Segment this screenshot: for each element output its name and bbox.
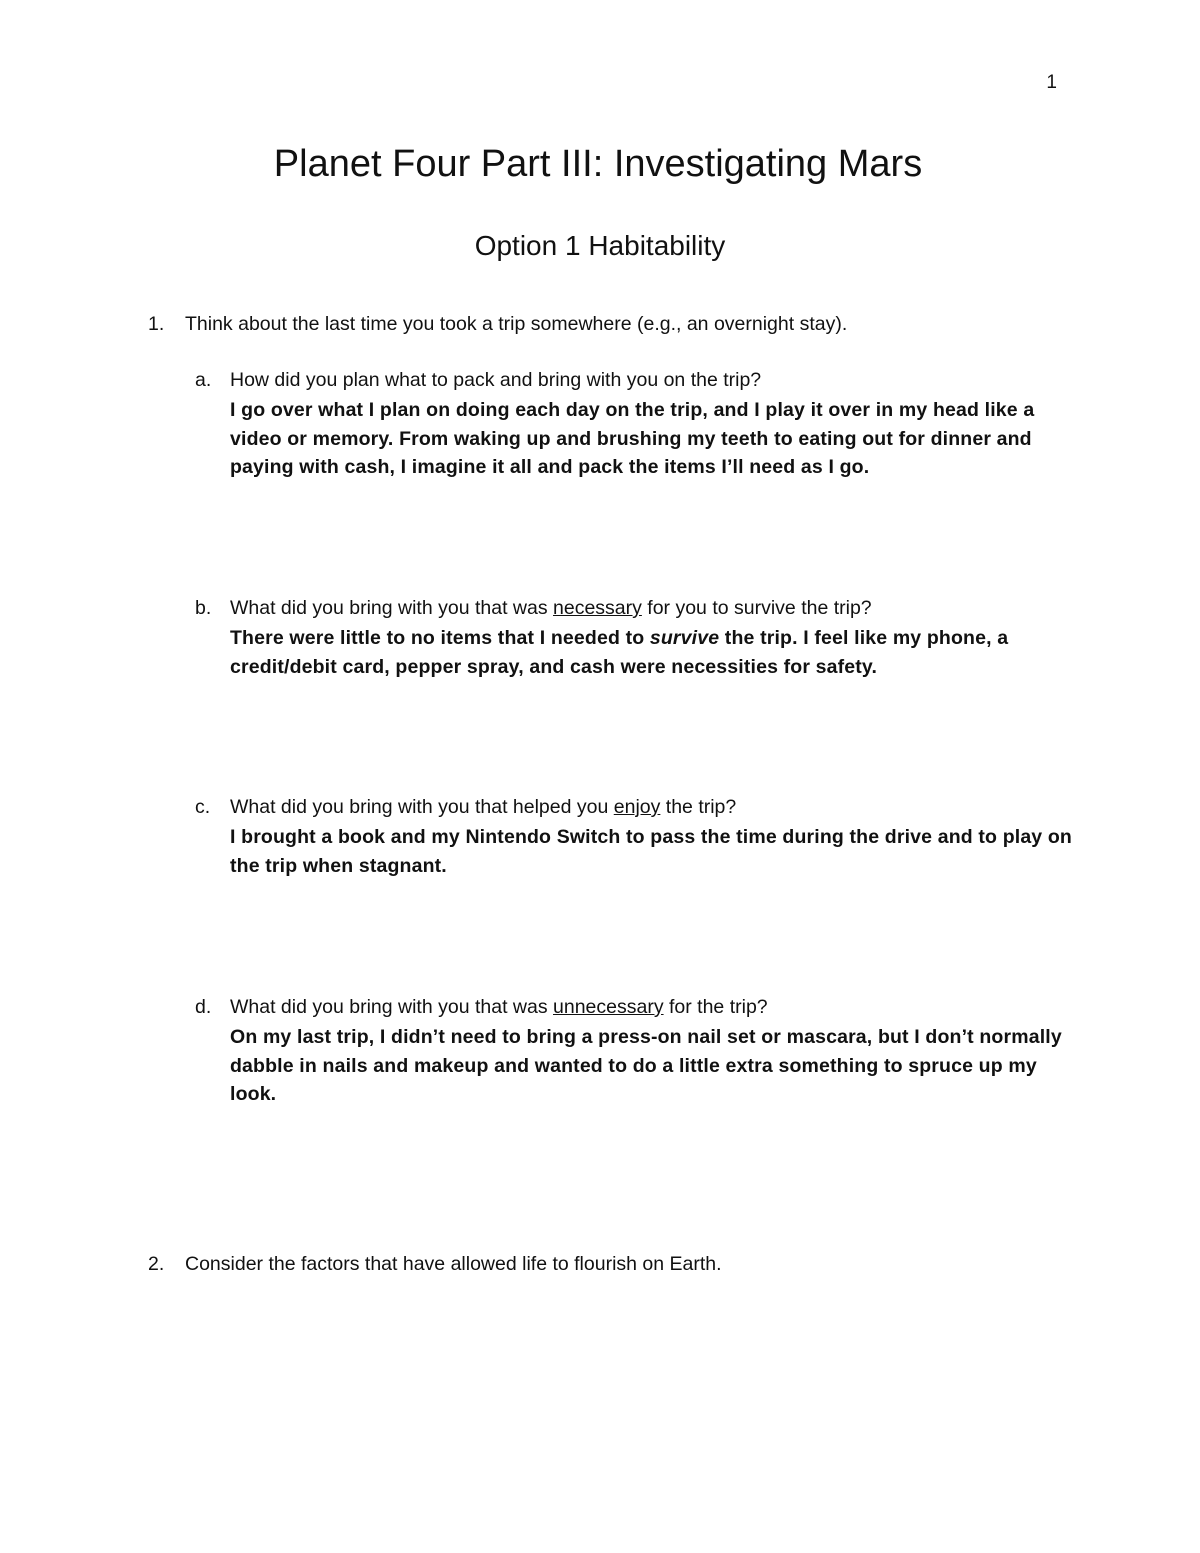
question-1a-text: How did you plan what to pack and bring with you on the trip?: [230, 369, 762, 391]
question-1c-underlined-word: enjoy: [613, 796, 661, 818]
question-1c-letter: c.: [195, 796, 211, 818]
question-1b-text-after: for you to survive the trip?: [641, 597, 872, 619]
question-2-number: 2.: [148, 1253, 165, 1275]
question-1b-letter: b.: [195, 597, 212, 619]
page-number: 1: [1046, 72, 1057, 93]
answer-1d: On my last trip, I didn’t need to bring a press-on nail set or mascara, but I don’t normally dabble in nails and makeup and wanted to do a little extra something to spruce up my look.: [230, 1026, 1062, 1105]
answer-1c: I brought a book and my Nintendo Switch to pass the time during the drive and to play on the trip when stagnant.: [230, 826, 1072, 877]
question-1b-text: [230, 596, 1075, 620]
question-1c: [195, 795, 1075, 880]
question-1a: [195, 368, 1075, 482]
question-1: [148, 312, 847, 336]
question-2: [148, 1252, 722, 1276]
question-1d-underlined-word: unnecessary: [553, 996, 664, 1018]
question-1-text: Think about the last time you took a trip somewhere (e.g., an overnight stay).: [185, 313, 848, 335]
question-1b-underlined-word: necessary: [553, 597, 642, 619]
question-1d-text-after: for the trip?: [663, 996, 768, 1018]
question-1a-letter: a.: [195, 369, 212, 391]
answer-1b-before: There were little to no items that I needed to: [230, 627, 650, 649]
question-1c-text: [230, 795, 1075, 819]
question-2-text: Consider the factors that have allowed life to flourish on Earth.: [185, 1253, 722, 1275]
question-1d-letter: d.: [195, 996, 212, 1018]
question-1d-text: [230, 995, 1075, 1019]
question-1c-text-before: What did you bring with you that helped you: [230, 796, 614, 818]
question-1d-text-before: What did you bring with you that was: [230, 996, 553, 1018]
answer-1a: I go over what I plan on doing each day on the trip, and I play it over in my head like a video or memory. From waking up and brushing my teeth to eating out for dinner and paying with cash, I imagine it all and pack the items I’ll need as I go.: [230, 399, 1035, 478]
question-1d: [195, 995, 1075, 1109]
answer-1b-after: the trip. I feel like my phone, a credit/debit card, pepper spray, and cash were necessities for safety.: [230, 627, 1009, 678]
question-1b-text-before: What did you bring with you that was: [230, 597, 553, 619]
document-subtitle: Option 1 Habitability: [474, 230, 726, 261]
document-title: Planet Four Part III: Investigating Mars: [273, 143, 923, 185]
answer-1b: [230, 624, 1075, 681]
question-1c-text-after: the trip?: [660, 796, 737, 818]
question-1b: [195, 596, 1075, 681]
answer-1b-emphasis: survive: [649, 627, 720, 649]
question-1-number: 1.: [148, 313, 165, 335]
